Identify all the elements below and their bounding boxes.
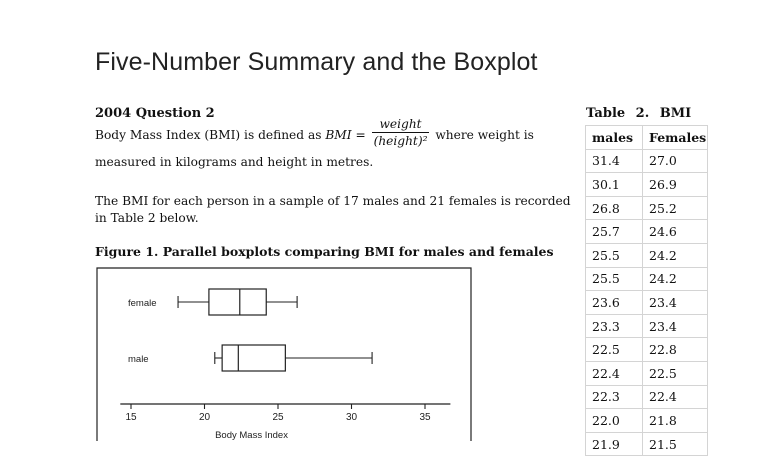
table-row xyxy=(586,196,708,220)
male-bmi-cell: 22.0 xyxy=(586,409,643,433)
figure-caption: Figure 1. Parallel boxplots comparing BMI for males and females xyxy=(95,244,554,259)
female-bmi-cell: 25.2 xyxy=(643,196,708,220)
male-bmi-cell: 22.5 xyxy=(586,338,643,362)
column-header-females: Females xyxy=(643,126,708,150)
x-axis-label: Body Mass Index xyxy=(215,430,288,441)
x-tick-label: 30 xyxy=(345,412,358,423)
x-tick-label: 25 xyxy=(272,412,284,423)
series-label-male: male xyxy=(128,354,149,365)
question-heading: 2004 Question 2 xyxy=(95,106,215,121)
male-box xyxy=(222,345,285,371)
series-label-female: female xyxy=(128,298,157,309)
female-box xyxy=(209,289,266,315)
table-row xyxy=(586,385,708,409)
female-bmi-cell: 24.6 xyxy=(643,220,708,244)
male-bmi-cell: 30.1 xyxy=(586,173,643,197)
male-bmi-cell: 22.3 xyxy=(586,385,643,409)
table-row xyxy=(586,243,708,267)
male-bmi-cell: 23.3 xyxy=(586,314,643,338)
x-tick-label: 15 xyxy=(125,412,137,423)
table-caption: Table 2. BMI xyxy=(586,106,692,121)
female-bmi-cell: 24.2 xyxy=(643,267,708,291)
female-bmi-cell: 22.8 xyxy=(643,338,708,362)
bmi-table xyxy=(585,125,708,456)
formula-numerator: weight xyxy=(372,116,430,133)
table-row xyxy=(586,432,708,456)
male-bmi-cell: 26.8 xyxy=(586,196,643,220)
female-bmi-cell: 21.5 xyxy=(643,432,708,456)
definition-text-before: Body Mass Index (BMI) is defined as xyxy=(95,128,326,142)
female-bmi-cell: 22.5 xyxy=(643,361,708,385)
table-row xyxy=(586,149,708,173)
slide-title: Five-Number Summary and the Boxplot xyxy=(95,48,538,76)
female-bmi-cell: 26.9 xyxy=(643,173,708,197)
formula-denominator: (height)² xyxy=(373,134,428,148)
male-bmi-cell: 25.7 xyxy=(586,220,643,244)
table-header-row xyxy=(586,126,708,150)
table-row xyxy=(586,173,708,197)
male-bmi-cell: 25.5 xyxy=(586,267,643,291)
female-bmi-cell: 27.0 xyxy=(643,149,708,173)
female-bmi-cell: 21.8 xyxy=(643,409,708,433)
table-row xyxy=(586,409,708,433)
male-bmi-cell: 23.6 xyxy=(586,291,643,315)
boxplot-chart xyxy=(95,264,485,441)
column-header-males: males xyxy=(586,126,643,150)
definition-text-after: where weight is measured in kilograms and height in metres. xyxy=(95,128,534,169)
female-bmi-cell: 24.2 xyxy=(643,243,708,267)
x-tick-label: 20 xyxy=(198,412,211,423)
table-row xyxy=(586,361,708,385)
female-bmi-cell: 23.4 xyxy=(643,291,708,315)
male-bmi-cell: 31.4 xyxy=(586,149,643,173)
bmi-definition xyxy=(95,117,575,175)
female-bmi-cell: 23.4 xyxy=(643,314,708,338)
table-row xyxy=(586,338,708,362)
female-bmi-cell: 22.4 xyxy=(643,385,708,409)
x-tick-label: 35 xyxy=(419,412,431,423)
sample-description: The BMI for each person in a sample of 17 males and 21 females is recorded in Table 2 below. xyxy=(95,194,571,225)
male-bmi-cell: 22.4 xyxy=(586,361,643,385)
male-bmi-cell: 21.9 xyxy=(586,432,643,456)
table-row xyxy=(586,314,708,338)
formula-lhs: BMI = xyxy=(325,128,366,142)
male-bmi-cell: 25.5 xyxy=(586,243,643,267)
table-row xyxy=(586,291,708,315)
bmi-formula-fraction xyxy=(372,116,430,149)
plot-frame xyxy=(97,268,471,441)
table-row xyxy=(586,220,708,244)
table-row xyxy=(586,267,708,291)
